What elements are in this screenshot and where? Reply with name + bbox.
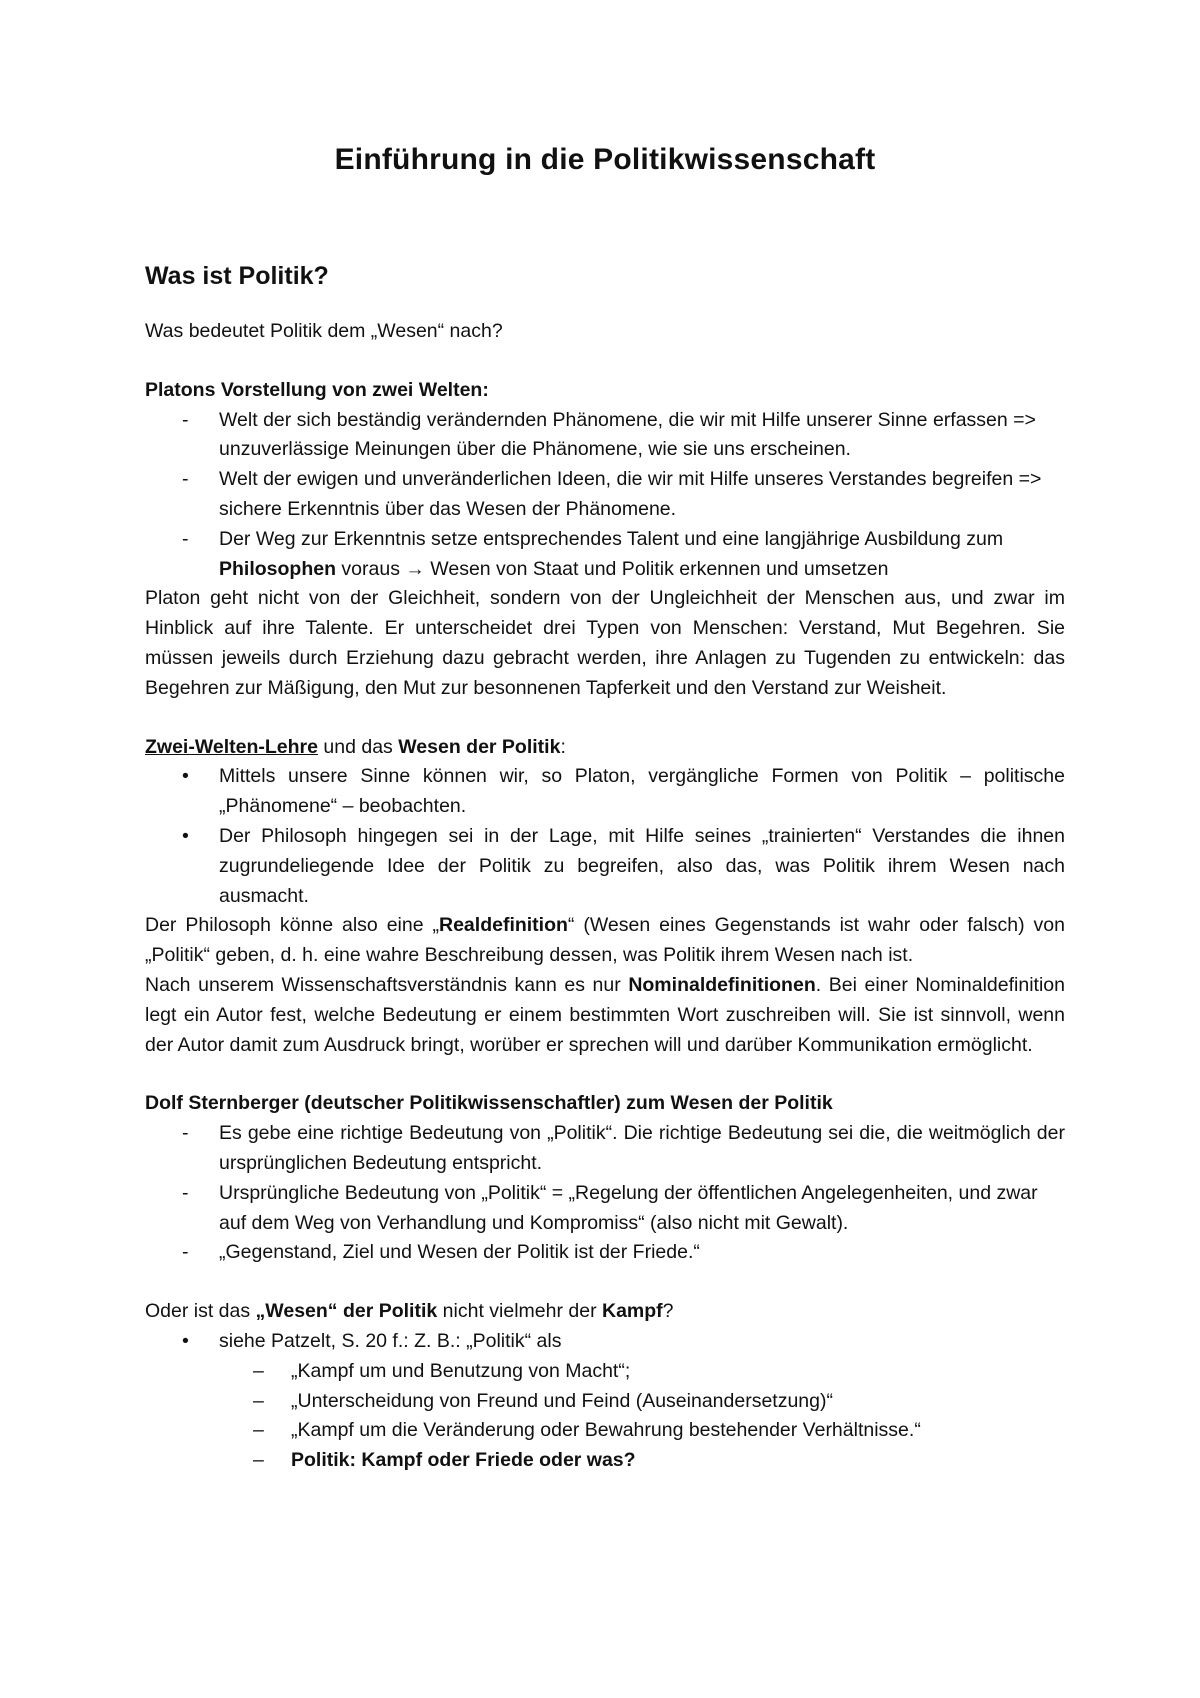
zwei-welten-list: [145, 762, 1065, 911]
endash-marker: –: [253, 1359, 264, 1382]
list-item-text: Ursprüngliche Bedeutung von „Politik“ = „Regelung der öffentlichen Angelegenheiten, und zwar auf dem Weg von Verhandlung und Kompromiss“ (also nicht mit Gewalt).: [219, 1181, 1038, 1234]
realdefinition-paragraph: Der Philosoph könne also eine „Realdefinition“ (Wesen eines Gegenstands ist wahr oder falsch) von „Politik“ geben, d. h. eine wahre Beschreibung dessen, was Politik ihrem Wesen nach ist.: [145, 914, 1065, 967]
nominaldefinition-paragraph: Nach unserem Wissenschaftsverständnis kann es nur Nominaldefinitionen. Bei einer Nominaldefinition legt ein Autor fest, welche Bedeutung er einem bestimmten Wort zuschreiben will. Sie ist sinnvoll, wenn der Autor damit zum Ausdruck bringt, worüber er sprechen will und darüber Kommunikation ermöglicht.: [145, 973, 1065, 1056]
philosophen-term: Philosophen: [219, 557, 336, 580]
dash-marker: -: [182, 527, 189, 550]
platon-list: [145, 406, 1065, 585]
document-body: [145, 140, 1065, 1476]
sternberger-heading: Dolf Sternberger (deutscher Politikwissenschaftler) zum Wesen der Politik: [145, 1092, 833, 1115]
list-item: [145, 406, 1065, 466]
kampf-sublist: [145, 1357, 1065, 1476]
list-item-text: Politik: Kampf oder Friede oder was?: [291, 1449, 636, 1472]
endash-marker: –: [253, 1389, 264, 1412]
list-item-text: Welt der ewigen und unveränderlichen Ideen, die wir mit Hilfe unseres Verstandes begreifen => sichere Erkenntnis über das Wesen der Phänomene.: [219, 468, 1042, 520]
list-item-text: „Gegenstand, Ziel und Wesen der Politik ist der Friede.“: [219, 1241, 700, 1264]
kampf-question: Oder ist das „Wesen“ der Politik nicht vielmehr der Kampf?: [145, 1300, 674, 1323]
list-item-text: Der Philosoph hingegen sei in der Lage, mit Hilfe seines „trainierten“ Verstandes die ihnen zugrundeliegende Idee der Politik zu begreifen, also das, was Politik ihrem Wesen nach ausmacht.: [219, 824, 1065, 907]
list-item: [145, 822, 1065, 911]
platon-heading: Platons Vorstellung von zwei Welten:: [145, 378, 489, 401]
list-item-text: Es gebe eine richtige Bedeutung von „Politik“. Die richtige Bedeutung sei die, die weitmöglich der ursprünglichen Bedeutung entspricht.: [219, 1122, 1065, 1174]
dash-marker: -: [182, 1241, 189, 1264]
list-item: [145, 465, 1065, 525]
list-item-text: Mittels unsere Sinne können wir, so Platon, vergängliche Formen von Politik – politische „Phänomene“ – beobachten.: [219, 765, 1065, 818]
dash-marker: -: [182, 1181, 189, 1204]
sternberger-list: [145, 1119, 1065, 1268]
list-item: [145, 1387, 1065, 1417]
list-item: [145, 1119, 1065, 1179]
list-item: [145, 1416, 1065, 1446]
zwei-welten-heading: Zwei-Welten-Lehre und das Wesen der Politik:: [145, 735, 566, 758]
list-item: [145, 1327, 1065, 1357]
endash-marker: –: [253, 1419, 264, 1442]
page-title: Einführung in die Politikwissenschaft: [334, 143, 876, 176]
list-item: [145, 1238, 1065, 1268]
bullet-marker: •: [182, 765, 189, 788]
list-item: [145, 1446, 1065, 1476]
list-item-text: siehe Patzelt, S. 20 f.: Z. B.: „Politik“ als: [219, 1329, 562, 1352]
endash-marker: –: [253, 1449, 264, 1472]
dash-marker: -: [182, 408, 189, 431]
bullet-marker: •: [182, 824, 189, 847]
dash-marker: -: [182, 1122, 189, 1145]
list-item-text: Welt der sich beständig verändernden Phänomene, die wir mit Hilfe unserer Sinne erfassen => unzuverlässige Meinungen über die Phänomene, wie sie uns erscheinen.: [219, 408, 1036, 461]
list-item-text: „Kampf um die Veränderung oder Bewahrung bestehender Verhältnisse.“: [291, 1419, 921, 1442]
list-item: [145, 1179, 1065, 1239]
list-item-text: „Unterscheidung von Freund und Feind (Auseinandersetzung)“: [291, 1389, 833, 1412]
section-heading: Was ist Politik?: [145, 262, 329, 290]
intro-question: Was bedeutet Politik dem „Wesen“ nach?: [145, 320, 503, 342]
list-item: [145, 762, 1065, 822]
dash-marker: -: [182, 468, 189, 491]
list-item-text: Der Weg zur Erkenntnis setze entsprechendes Talent und eine langjährige Ausbildung zum Philosophen voraus → Wesen von Staat und Politik erkennen und umsetzen: [219, 527, 1004, 580]
list-item: [145, 1357, 1065, 1387]
arrow-icon: →: [405, 557, 425, 580]
bullet-marker: •: [182, 1329, 189, 1352]
kampf-list: [145, 1327, 1065, 1357]
platon-paragraph: Platon geht nicht von der Gleichheit, sondern von der Ungleichheit der Menschen aus, und zwar im Hinblick auf ihre Talente. Er unterscheidet drei Typen von Menschen: Verstand, Mut Begehren. Sie müssen jeweils durch Erziehung dazu gebracht werden, ihre Anlagen zu Tugenden zu entwickeln: das Begehren zur Mäßigung, den Mut zur besonnenen Tapferkeit und den Verstand zur Weisheit.: [145, 587, 1065, 699]
list-item: [145, 525, 1065, 585]
list-item-text: „Kampf um und Benutzung von Macht“;: [291, 1359, 631, 1382]
